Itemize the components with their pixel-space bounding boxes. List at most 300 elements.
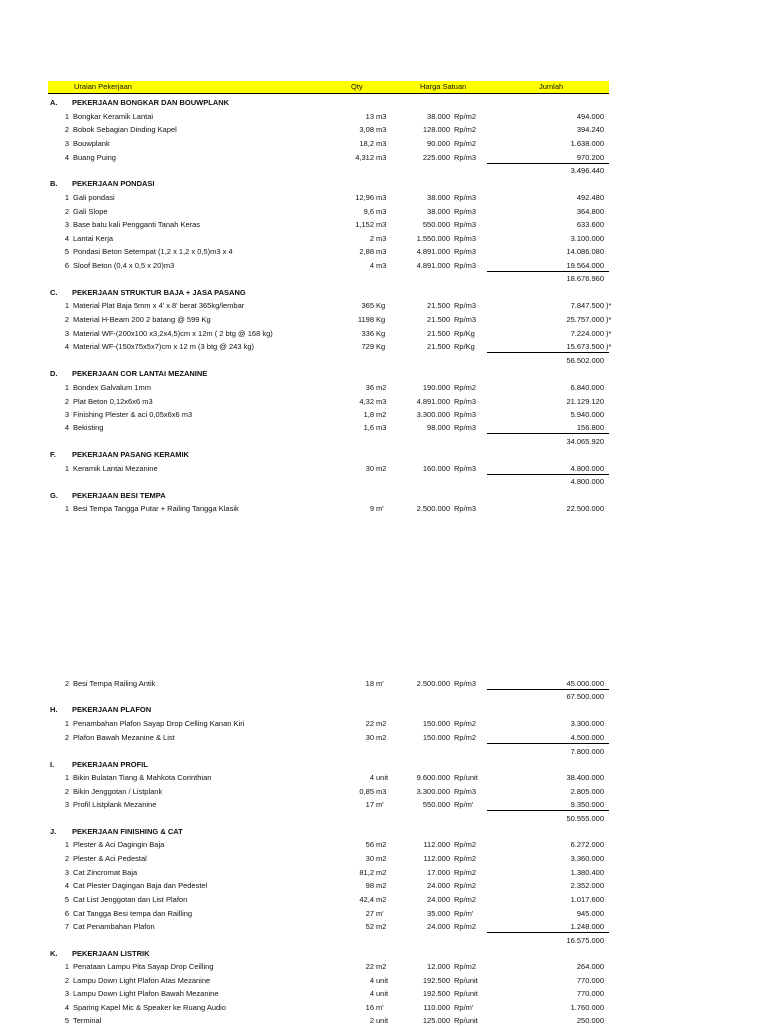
item-price-unit: Rp/m3: [454, 193, 477, 202]
item-number: 1: [64, 504, 69, 513]
item-unit-price: 4.891.000: [416, 261, 450, 270]
table-row: [0, 798, 768, 811]
item-number: 2: [64, 679, 69, 688]
item-price-unit: Rp/m3: [454, 220, 477, 229]
item-unit-price: 225.000: [422, 153, 450, 162]
item-number: 4: [64, 1003, 69, 1012]
item-amount: 2.352.000: [570, 881, 604, 890]
item-qty-unit: m2: [376, 840, 387, 849]
item-price-unit: Rp/m2: [454, 922, 477, 931]
table-row: [0, 218, 768, 231]
section-letter: B.: [50, 179, 58, 188]
item-unit-price: 128.000: [422, 125, 450, 134]
item-qty: 18,2: [359, 139, 374, 148]
item-qty: 16: [365, 1003, 374, 1012]
item-qty: 12,96: [355, 193, 374, 202]
section-header-row: [0, 96, 768, 109]
item-number: 2: [64, 397, 69, 406]
item-qty-unit: m3: [376, 261, 387, 270]
item-unit-price: 192.500: [422, 989, 450, 998]
item-number: 2: [64, 976, 69, 985]
item-number: 3: [64, 989, 69, 998]
item-qty-unit: m3: [376, 153, 387, 162]
item-description: Bikin Jenggotan / Listplank: [73, 787, 163, 796]
item-qty-unit: m2: [376, 410, 387, 419]
item-qty: 17: [365, 800, 374, 809]
item-unit-price: 190.000: [422, 383, 450, 392]
section-total: 18.676.960: [566, 274, 604, 283]
item-unit-price: 1.550.000: [416, 234, 450, 243]
item-number: 1: [64, 301, 69, 310]
item-qty: 1,6: [363, 423, 374, 432]
item-price-unit: Rp/m3: [454, 410, 477, 419]
item-price-unit: Rp/m2: [454, 868, 477, 877]
item-unit-price: 90.000: [427, 139, 450, 148]
item-amount: 4.500.000: [570, 733, 604, 742]
subtotal-rule: [487, 352, 609, 353]
item-number: 3: [64, 410, 69, 419]
item-qty: 2: [369, 234, 374, 243]
item-qty: 52: [365, 922, 374, 931]
item-number: 1: [64, 840, 69, 849]
item-unit-price: 21.500: [427, 315, 450, 324]
item-unit-price: 112.000: [423, 840, 450, 849]
item-number: 3: [64, 329, 69, 338]
section-letter: A.: [50, 98, 58, 107]
section-header-row: [0, 703, 768, 716]
table-row: [0, 381, 768, 394]
item-amount: 1.638.000: [570, 139, 604, 148]
table-row: [0, 1001, 768, 1014]
item-unit-price: 3.300.000: [416, 787, 450, 796]
item-description: Bekisting: [73, 423, 104, 432]
item-qty-unit: m2: [376, 383, 387, 392]
item-number: 2: [64, 854, 69, 863]
section-letter: D.: [50, 369, 58, 378]
item-amount: 3.100.000: [570, 234, 604, 243]
item-number: 2: [64, 787, 69, 796]
table-row: [0, 245, 768, 258]
item-number: 6: [64, 261, 69, 270]
item-description: Material WF-(200x100 x3,2x4,5)cm x 12m ( 2 btg @ 168 kg): [73, 329, 273, 338]
item-price-unit: Rp/m2: [454, 719, 477, 728]
subtotal-rule: [487, 810, 609, 811]
item-qty-unit: m3: [376, 112, 387, 121]
item-unit-price: 24.000: [427, 895, 450, 904]
table-row: [0, 259, 768, 272]
item-unit-price: 21.500: [427, 329, 450, 338]
section-total: 16.575.000: [566, 936, 604, 945]
item-number: 3: [64, 868, 69, 877]
table-row: [0, 313, 768, 326]
item-qty: 4: [369, 989, 374, 998]
item-qty: 4: [369, 976, 374, 985]
item-amount: 770.000: [576, 976, 604, 985]
item-qty: 9,6: [363, 207, 374, 216]
item-price-unit: Rp/Kg: [454, 329, 475, 338]
table-row: [0, 920, 768, 933]
item-amount: 25.757.000: [566, 315, 604, 324]
item-price-unit: Rp/m3: [454, 679, 477, 688]
section-header-row: [0, 448, 768, 461]
item-qty: 0,85: [359, 787, 374, 796]
item-number: 1: [64, 112, 69, 121]
item-qty-unit: m2: [376, 922, 387, 931]
item-qty-unit: unit: [376, 989, 389, 998]
item-qty-unit: m2: [376, 464, 387, 473]
table-row: [0, 771, 768, 784]
table-row: [0, 408, 768, 421]
table-row: [0, 205, 768, 218]
item-qty-unit: m': [376, 909, 384, 918]
item-description: Besi Tempa Tangga Putar + Railing Tangga Klasik: [73, 504, 239, 513]
table-row: [0, 893, 768, 906]
item-unit-price: 3.300.000: [416, 410, 450, 419]
item-amount: 6.272.000: [570, 840, 604, 849]
item-number: 2: [64, 733, 69, 742]
item-price-unit: Rp/m3: [454, 153, 477, 162]
item-description: Lampu Down Light Plafon Atas Mezanine: [73, 976, 211, 985]
item-qty-unit: m3: [376, 193, 387, 202]
section-letter: I.: [50, 760, 55, 769]
item-amount: 633.600: [576, 220, 604, 229]
item-number: 2: [64, 125, 69, 134]
section-total-row: [0, 690, 768, 703]
item-number: 4: [64, 423, 69, 432]
item-qty-unit: unit: [376, 773, 389, 782]
item-amount: 364.800: [576, 207, 604, 216]
item-number: 6: [64, 909, 69, 918]
item-description: Sparing Kapel Mic & Speaker ke Ruang Audio: [73, 1003, 227, 1012]
item-price-unit: Rp/m2: [454, 881, 477, 890]
table-row: [0, 974, 768, 987]
item-number: 3: [64, 139, 69, 148]
item-qty: 22: [365, 962, 374, 971]
item-number: 2: [64, 315, 69, 324]
item-price-unit: Rp/m': [454, 800, 474, 809]
item-price-unit: Rp/m3: [454, 315, 477, 324]
item-qty: 1,152: [355, 220, 374, 229]
section-letter: G.: [50, 491, 58, 500]
item-description: Besi Tempa Railing Antik: [73, 679, 156, 688]
item-description: Terminal: [73, 1016, 102, 1025]
section-total-row: [0, 435, 768, 448]
item-description: Material Plat Baja 5mm x 4' x 8' berat 365kg/lembar: [73, 301, 245, 310]
table-row: [0, 838, 768, 851]
section-title: PEKERJAAN BESI TEMPA: [72, 491, 166, 500]
table-row: [0, 462, 768, 475]
section-letter: C.: [50, 288, 58, 297]
section-total: 3.496.440: [570, 166, 604, 175]
item-qty: 42,4: [359, 895, 374, 904]
item-unit-price: 17.000: [427, 868, 450, 877]
item-qty: 18: [365, 679, 374, 688]
section-total-row: [0, 934, 768, 947]
item-qty: 98: [365, 881, 374, 890]
table-row: [0, 879, 768, 892]
section-total: 56.502.000: [566, 356, 604, 365]
item-number: 5: [64, 247, 69, 256]
item-amount: 492.480: [576, 193, 604, 202]
table-row: [0, 137, 768, 150]
header-amount: Jumlah: [539, 82, 564, 91]
item-number: 4: [64, 234, 69, 243]
item-amount: 3.300.000: [570, 719, 604, 728]
section-header-row: [0, 489, 768, 502]
item-qty-unit: m': [376, 1003, 384, 1012]
item-qty: 56: [365, 840, 374, 849]
item-unit-price: 21.500: [427, 301, 450, 310]
item-description: Plester & Aci Dagingin Baja: [73, 840, 165, 849]
item-number: 3: [64, 800, 69, 809]
item-qty-unit: m2: [376, 881, 387, 890]
item-description: Lantai Kerja: [73, 234, 114, 243]
item-price-unit: Rp/Kg: [454, 342, 475, 351]
item-unit-price: 35.000: [427, 909, 450, 918]
item-unit-price: 38.000: [427, 193, 450, 202]
item-qty-unit: m3: [376, 423, 387, 432]
item-qty-unit: m2: [376, 895, 387, 904]
item-qty: 729: [361, 342, 374, 351]
item-amount: 3.360.000: [570, 854, 604, 863]
section-header-row: [0, 825, 768, 838]
item-qty: 30: [365, 464, 374, 473]
section-header-row: [0, 367, 768, 380]
item-number: 7: [64, 922, 69, 931]
item-number: 1: [64, 383, 69, 392]
item-description: Bongkar Keramik Lantai: [73, 112, 154, 121]
item-amount: 4.800.000: [570, 464, 604, 473]
item-qty: 22: [365, 719, 374, 728]
item-price-unit: Rp/m3: [454, 301, 477, 310]
section-total-row: [0, 354, 768, 367]
section-letter: H.: [50, 705, 58, 714]
table-row: [0, 987, 768, 1000]
table-row: [0, 421, 768, 434]
item-unit-price: 21.500: [427, 342, 450, 351]
item-qty-unit: m2: [376, 854, 387, 863]
item-qty-unit: Kg: [376, 342, 386, 351]
item-qty-unit: m2: [376, 962, 387, 971]
item-description: Base batu kali Pengganti Tanah Keras: [73, 220, 201, 229]
subtotal-rule: [487, 743, 609, 744]
section-title: PEKERJAAN PASANG KERAMIK: [72, 450, 189, 459]
item-price-unit: Rp/unit: [454, 1016, 478, 1025]
item-amount: 250.000: [576, 1016, 604, 1025]
item-description: Cat List Jenggotan dan List Plafon: [73, 895, 188, 904]
item-unit-price: 192.500: [422, 976, 450, 985]
item-description: Profil Listplank Mezanine: [73, 800, 157, 809]
item-description: Plafon Bawah Mezanine & List: [73, 733, 175, 742]
item-number: 1: [64, 464, 69, 473]
item-amount: 494.000: [576, 112, 604, 121]
section-total-row: [0, 475, 768, 488]
item-unit-price: 98.000: [427, 423, 450, 432]
item-amount: 1.380.400: [570, 868, 604, 877]
item-description: Bouwplank: [73, 139, 110, 148]
item-qty: 13: [365, 112, 374, 121]
item-description: Cat Penambahan Plafon: [73, 922, 155, 931]
item-qty: 3,08: [359, 125, 374, 134]
item-description: Bikin Bulatan Tiang & Mahkota Corinthian: [73, 773, 212, 782]
item-price-unit: Rp/m3: [454, 247, 477, 256]
item-qty-unit: m3: [376, 234, 387, 243]
item-description: Finishing Plester & aci 0,05x6x6 m3: [73, 410, 193, 419]
item-mark: )*: [606, 342, 612, 351]
section-title: PEKERJAAN PROFIL: [72, 760, 148, 769]
item-qty: 30: [365, 854, 374, 863]
item-unit-price: 550.000: [422, 220, 450, 229]
item-amount: 1.760.000: [570, 1003, 604, 1012]
item-qty: 81,2: [359, 868, 374, 877]
table-row: [0, 232, 768, 245]
item-price-unit: Rp/m2: [454, 895, 477, 904]
item-qty-unit: m3: [376, 220, 387, 229]
item-price-unit: Rp/m3: [454, 234, 477, 243]
item-amount: 970.200: [576, 153, 604, 162]
item-number: 4: [64, 881, 69, 890]
item-unit-price: 4.891.000: [416, 397, 450, 406]
item-amount: 770.000: [576, 989, 604, 998]
item-qty-unit: m3: [376, 787, 387, 796]
table-row: [0, 866, 768, 879]
table-row: [0, 123, 768, 136]
item-qty: 336: [361, 329, 374, 338]
item-mark: )*: [606, 301, 612, 310]
item-number: 1: [64, 773, 69, 782]
table-row: [0, 191, 768, 204]
item-qty-unit: m2: [376, 733, 387, 742]
section-letter: J.: [50, 827, 57, 836]
item-price-unit: Rp/m2: [454, 383, 477, 392]
table-row: [0, 852, 768, 865]
item-qty-unit: m': [376, 504, 384, 513]
item-price-unit: Rp/m2: [454, 112, 477, 121]
item-number: 3: [64, 220, 69, 229]
section-total-row: [0, 164, 768, 177]
item-unit-price: 112.000: [423, 854, 450, 863]
item-description: Gali pondasi: [73, 193, 115, 202]
item-price-unit: Rp/m3: [454, 207, 477, 216]
item-description: Sloof Beton (0,4 x 0,5 x 20)m3: [73, 261, 175, 270]
item-price-unit: Rp/m3: [454, 397, 477, 406]
item-description: Lampu Down Light Plafon Bawah Mezanine: [73, 989, 219, 998]
header-qty: Qty: [351, 82, 363, 91]
section-total-row: [0, 745, 768, 758]
item-unit-price: 4.891.000: [416, 247, 450, 256]
section-header-row: [0, 177, 768, 190]
section-letter: F.: [50, 450, 56, 459]
item-amount: 945.000: [576, 909, 604, 918]
table-row: [0, 502, 768, 515]
item-unit-price: 9.600.000: [416, 773, 450, 782]
item-description: Material WF-(150x75x5x7)cm x 12 m (3 btg @ 243 kg): [73, 342, 255, 351]
table-row: [0, 960, 768, 973]
item-unit-price: 150.000: [422, 733, 450, 742]
section-title: PEKERJAAN PLAFON: [72, 705, 152, 714]
item-qty-unit: unit: [376, 976, 389, 985]
item-unit-price: 2.500.000: [416, 504, 450, 513]
subtotal-rule: [487, 932, 609, 933]
item-mark: )*: [606, 315, 612, 324]
item-qty: 4,312: [355, 153, 374, 162]
item-qty: 2,88: [359, 247, 374, 256]
section-letter: K.: [50, 949, 58, 958]
item-amount: 9.350.000: [570, 800, 604, 809]
item-qty: 36: [365, 383, 374, 392]
item-qty-unit: m': [376, 800, 384, 809]
item-amount: 21.129.120: [566, 397, 604, 406]
item-price-unit: Rp/unit: [454, 773, 478, 782]
item-number: 2: [64, 207, 69, 216]
section-title: PEKERJAAN LISTRIK: [72, 949, 150, 958]
item-qty-unit: m2: [376, 868, 387, 877]
item-qty: 4: [369, 261, 374, 270]
item-description: Plester & Aci Pedestal: [73, 854, 147, 863]
item-description: Buang Puing: [73, 153, 116, 162]
section-total: 7.800.000: [570, 747, 604, 756]
item-qty-unit: m3: [376, 125, 387, 134]
item-unit-price: 12.000: [427, 962, 450, 971]
item-price-unit: Rp/m2: [454, 962, 477, 971]
header-description: Uraian Pekerjaan: [74, 82, 132, 91]
item-unit-price: 150.000: [422, 719, 450, 728]
table-row: [0, 110, 768, 123]
section-header-row: [0, 286, 768, 299]
item-qty: 4,32: [359, 397, 374, 406]
section-title: PEKERJAAN BONGKAR DAN BOUWPLANK: [72, 98, 230, 107]
table-row: [0, 785, 768, 798]
item-description: Cat Tangga Besi tempa dan Railling: [73, 909, 193, 918]
item-qty-unit: m3: [376, 397, 387, 406]
item-unit-price: 160.000: [422, 464, 450, 473]
item-unit-price: 125.000: [422, 1016, 450, 1025]
item-unit-price: 110.000: [423, 1003, 450, 1012]
section-total: 67.500.000: [566, 692, 604, 701]
item-number: 1: [64, 719, 69, 728]
item-amount: 45.000.000: [566, 679, 604, 688]
item-amount: 394.240: [576, 125, 604, 134]
subtotal-rule: [487, 433, 609, 434]
item-amount: 14.086.080: [566, 247, 604, 256]
table-row: [0, 717, 768, 730]
item-price-unit: Rp/m': [454, 1003, 474, 1012]
item-amount: 7.847.500: [570, 301, 604, 310]
item-price-unit: Rp/m2: [454, 854, 477, 863]
table-row: [0, 1014, 768, 1027]
item-unit-price: 24.000: [427, 922, 450, 931]
item-qty-unit: m2: [376, 719, 387, 728]
section-total-row: [0, 272, 768, 285]
item-amount: 15.673.500: [566, 342, 604, 351]
item-price-unit: Rp/m3: [454, 423, 477, 432]
item-amount: 19.564.000: [566, 261, 604, 270]
item-unit-price: 38.000: [427, 112, 450, 121]
item-amount: 1.017.600: [570, 895, 604, 904]
item-qty: 27: [365, 909, 374, 918]
item-price-unit: Rp/unit: [454, 976, 478, 985]
table-row: [0, 340, 768, 353]
item-price-unit: Rp/m3: [454, 787, 477, 796]
item-qty-unit: m3: [376, 247, 387, 256]
section-total-row: [0, 812, 768, 825]
item-description: Penataan Lampu Pita Sayap Drop Ceilling: [73, 962, 214, 971]
item-number: 4: [64, 153, 69, 162]
item-qty-unit: m3: [376, 207, 387, 216]
table-row: [0, 299, 768, 312]
item-qty-unit: Kg: [376, 301, 386, 310]
item-amount: 264.000: [576, 962, 604, 971]
